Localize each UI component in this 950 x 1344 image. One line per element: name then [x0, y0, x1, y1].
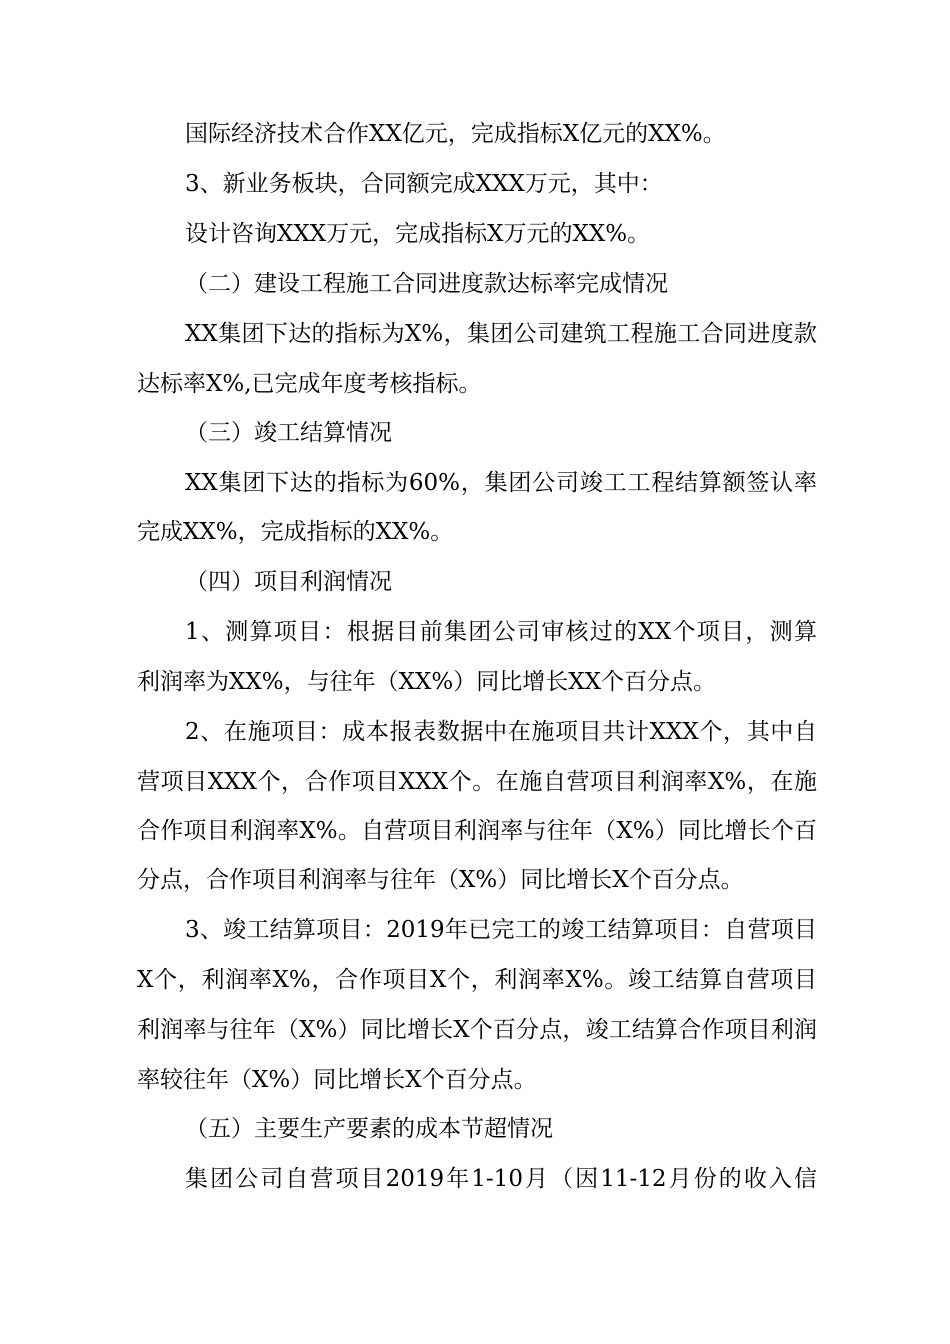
text-line-12: 利润率为XX%，与往年（XX%）同比增长XX个百分点。: [137, 669, 716, 695]
text-line-14: 营项目XXX个，合作项目XXX个。在施自营项目利润率X%，在施: [137, 769, 817, 795]
text-line-20: 率较往年（X%）同比增长X个百分点。: [137, 1067, 537, 1093]
text-line-13: 2、在施项目：成本报表数据中在施项目共计XXX个，其中自: [185, 719, 817, 745]
section-heading-3: （三）竣工结算情况: [185, 420, 392, 446]
text-line-15: 合作项目利润率X%。自营项目利润率与往年（X%）同比增长个百: [137, 818, 817, 844]
section-heading-2: （二）建设工程施工合同进度款达标率完成情况: [185, 271, 668, 297]
text-line-22: 集团公司自营项目2019年1-10月（因11-12月份的收入信: [185, 1166, 817, 1192]
text-line-3: 设计咨询XXX万元，完成指标X万元的XX%。: [185, 221, 651, 247]
text-line-16: 分点，合作项目利润率与往年（X%）同比增长X个百分点。: [137, 867, 744, 893]
text-line-2: 3、新业务板块，合同额完成XXX万元，其中：: [185, 171, 663, 197]
text-line-18: X个，利润率X%，合作项目X个，利润率X%。竣工结算自营项目: [137, 967, 817, 993]
text-line-19: 利润率与往年（X%）同比增长X个百分点，竣工结算合作项目利润: [137, 1017, 817, 1043]
text-line-1: 国际经济技术合作XX亿元，完成指标X亿元的XX%。: [185, 121, 726, 147]
text-line-17: 3、竣工结算项目：2019年已完工的竣工结算项目：自营项目: [185, 917, 817, 943]
text-line-9: 完成XX%，完成指标的XX%。: [137, 519, 454, 545]
text-line-6: 达标率X%,已完成年度考核指标。: [137, 371, 482, 397]
text-line-5: XX集团下达的指标为X%，集团公司建筑工程施工合同进度款: [185, 321, 817, 347]
section-heading-4: （四）项目利润情况: [185, 569, 392, 595]
section-heading-5: （五）主要生产要素的成本节超情况: [185, 1116, 553, 1142]
text-line-8: XX集团下达的指标为60%，集团公司竣工工程结算额签认率: [185, 470, 817, 496]
text-line-11: 1、测算项目：根据目前集团公司审核过的XX个项目，测算: [185, 619, 817, 645]
